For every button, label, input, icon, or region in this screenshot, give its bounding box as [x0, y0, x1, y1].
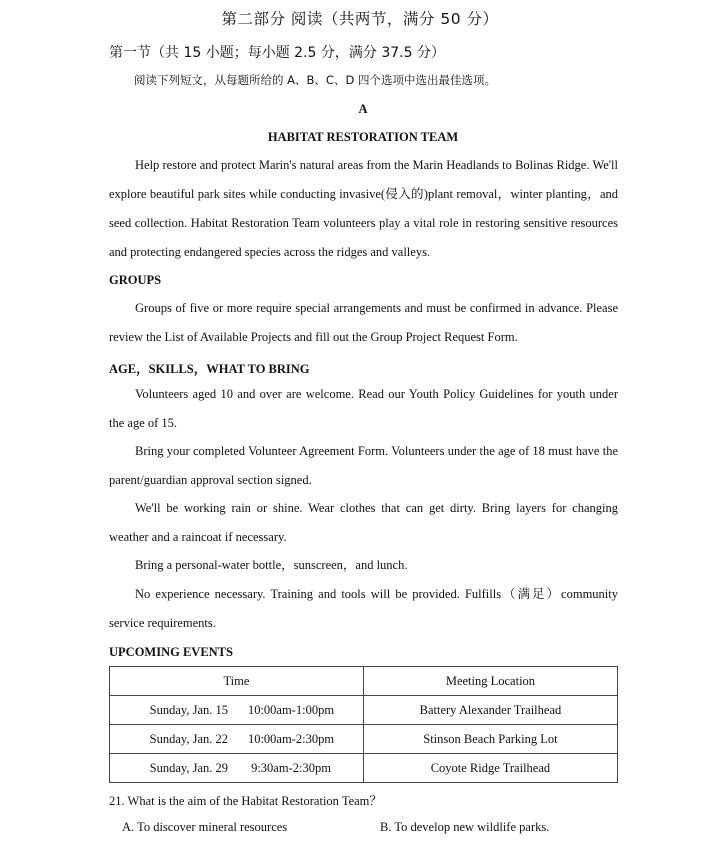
events-heading: UPCOMING EVENTS	[109, 645, 233, 659]
table-header-row	[110, 667, 618, 696]
event-hours: 10:00am-1:00pm	[247, 702, 335, 717]
location-cell: Coyote Ridge Trailhead	[363, 754, 617, 783]
passage-letter: A	[358, 102, 368, 116]
event-date: Sunday, Jan. 15	[149, 702, 228, 717]
location-cell: Battery Alexander Trailhead	[363, 696, 617, 725]
groups-heading: GROUPS	[109, 273, 162, 287]
event-date: Sunday, Jan. 22	[149, 731, 228, 746]
instruction-text: 阅读下列短文，从每题所给的 A、B、C、D 四个选项中选出最佳选项。	[134, 73, 496, 87]
age-skills-heading: AGE，SKILLS，WHAT TO BRING	[109, 362, 310, 376]
header-time: Time	[110, 667, 364, 696]
option-a: A. To discover mineral resources	[122, 820, 288, 834]
section-title: 第一节（共 15 小题；每小题 2.5 分，满分 37.5 分）	[109, 45, 445, 61]
location-cell: Stinson Beach Parking Lot	[363, 725, 617, 754]
age-paragraph-5: No experience necessary. Training and tools will be provided. Fulfills（满足）community service requirements.	[109, 587, 618, 630]
event-hours: 10:00am-2:30pm	[247, 731, 335, 746]
passage-title: HABITAT RESTORATION TEAM	[267, 130, 459, 144]
event-hours: 9:30am-2:30pm	[251, 760, 331, 775]
age-paragraph-1: Volunteers aged 10 and over are welcome. Read our Youth Policy Guidelines for youth under the age of 15.	[109, 387, 618, 430]
part-title: 第二部分 阅读（共两节，满分 50 分）	[221, 10, 499, 28]
option-b: B. To develop new wildlife parks.	[380, 820, 550, 834]
event-date: Sunday, Jan. 29	[149, 760, 228, 775]
intro-paragraph: Help restore and protect Marin's natural areas from the Marin Headlands to Bolinas Ridge. We'll explore beautiful park sites while conducting invasive(侵入的)plant removal，winter planting，and seed collection. Habitat Restoration Team volunteers play a vital role in restoring sensitive resources and protecting endangered species across the ridges and valleys.	[109, 158, 618, 259]
time-cell	[110, 754, 364, 783]
age-paragraph-3: We'll be working rain or shine. Wear clothes that can get dirty. Bring layers for changing weather and a raincoat if necessary.	[109, 501, 618, 544]
table-row	[110, 696, 618, 725]
age-paragraph-4: Bring a personal-water bottle，sunscreen，and lunch.	[135, 558, 408, 572]
events-table	[109, 666, 618, 783]
header-location: Meeting Location	[363, 667, 617, 696]
time-cell	[110, 696, 364, 725]
table-row	[110, 754, 618, 783]
table-row	[110, 725, 618, 754]
groups-paragraph: Groups of five or more require special arrangements and must be confirmed in advance. Please review the List of Available Projects and fill out the Group Project Request Form.	[109, 301, 618, 344]
age-paragraph-2: Bring your completed Volunteer Agreement Form. Volunteers under the age of 18 must have the parent/guardian approval section signed.	[109, 444, 618, 487]
time-cell	[110, 725, 364, 754]
question-21: 21. What is the aim of the Habitat Restoration Team？	[109, 794, 382, 808]
